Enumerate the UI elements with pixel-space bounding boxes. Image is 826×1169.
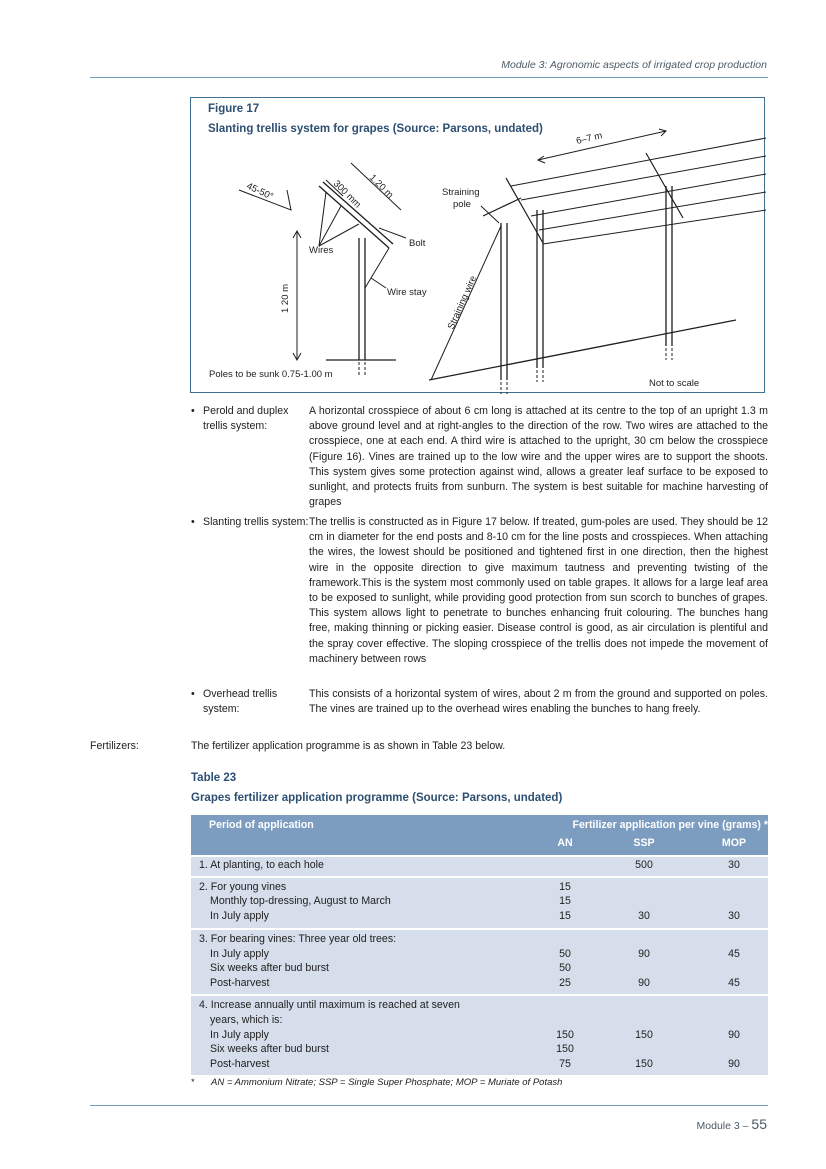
row-label: Post-harvest <box>210 1058 270 1070</box>
cell-mop: 30 <box>728 859 740 871</box>
footnote-mark: * <box>191 1077 195 1088</box>
cell-mop: 90 <box>728 1058 740 1070</box>
cell-an: 15 <box>559 910 571 922</box>
fertilizers-text: The fertilizer application programme is as shown in Table 23 below. <box>191 740 506 752</box>
col-mop: MOP <box>721 837 747 849</box>
table-header <box>191 815 768 855</box>
bullet-text: A horizontal crosspiece of about 6 cm long is attached at its centre to the top of an upright 1.3 m above ground level and at right-angles to the direction of the row. Two wires are attached to the crosspiece, one at each end. A third wire is attached to the upright, 30 cm below the crosspiece (Figure 16). Vines are trained up to the low wire and the upper wires are to support the shoots. This system gives some protection against wind, allows a greater leaf surface to be exposed to sunlight, and protects fruits from sunburn. The system is best suitable for machine harvesting of grapes <box>309 405 768 509</box>
col-an: AN <box>557 837 573 849</box>
row-label: Post-harvest <box>210 977 270 989</box>
col-period: Period of application <box>209 819 314 831</box>
table-section-2 <box>191 878 768 928</box>
page-number: 55 <box>751 1116 767 1132</box>
label-sunk: Poles to be sunk 0.75-1.00 m <box>209 369 333 380</box>
bullet-label: Perold and duplex trellis system: <box>203 405 289 433</box>
label-span: 6–7 m <box>575 130 604 147</box>
running-header: Module 3: Agronomic aspects of irrigated crop production <box>501 59 767 71</box>
figure-title: Slanting trellis system for grapes (Source: Parsons, undated) <box>208 123 543 135</box>
cell-ssp: 90 <box>638 977 650 989</box>
figure-17 <box>190 97 765 393</box>
footer-rule <box>90 1105 768 1106</box>
cell-mop: 90 <box>728 1029 740 1041</box>
label-bolt: Bolt <box>409 238 426 249</box>
row-label: In July apply <box>210 910 269 922</box>
row-label: 4. Increase annually until maximum is reached at seven <box>199 999 460 1011</box>
row-label: Six weeks after bud burst <box>210 962 329 974</box>
label-height: 1 20 m <box>280 283 291 313</box>
row-label: 2. For young vines <box>199 881 287 893</box>
footer-module: Module 3 <box>696 1120 740 1132</box>
cell-ssp: 150 <box>635 1058 653 1070</box>
footnote-text: AN = Ammonium Nitrate; SSP = Single Super Phosphate; MOP = Muriate of Potash <box>211 1077 563 1088</box>
figure-number: Figure 17 <box>208 103 260 115</box>
cell-ssp: 90 <box>638 948 650 960</box>
cell-ssp: 150 <box>635 1029 653 1041</box>
trellis-drawing <box>191 98 766 394</box>
cell-an: 15 <box>559 895 571 907</box>
bullet-label: Slanting trellis system: <box>203 516 309 528</box>
cell-mop: 45 <box>728 948 740 960</box>
cell-an: 150 <box>556 1029 574 1041</box>
fertilizers-label: Fertilizers: <box>90 740 139 752</box>
table-section-1 <box>191 857 768 876</box>
label-straining-wire: Straining wire <box>445 274 480 332</box>
perspective-ground <box>429 320 736 380</box>
row-label: Monthly top-dressing, August to March <box>210 895 391 907</box>
bullet-perold: • Perold and duplex trellis system: A horizontal crosspiece of about 6 cm long is attached at its centre to the top of an upright 1.3 m above ground level and at right-angles to the direction of the row. Two wires are attached to the crosspiece, one at each end. A third wire is attached to the upright, 30 cm below the crosspiece (Figure 16). Vines are trained up to the low wire and the upper wires are to support the shoots. This system gives some protection against wind, allows a greater leaf surface to be exposed to sunlight, and protects fruits from sunburn. The system is best suitable for machine harvesting of grapes <box>191 404 768 512</box>
label-wire-stay: Wire stay <box>387 287 427 298</box>
cell-an: 50 <box>559 962 571 974</box>
row-label: In July apply <box>210 1029 269 1041</box>
table-title: Grapes fertilizer application programme (Source: Parsons, undated) <box>191 792 563 804</box>
col-ssp: SSP <box>633 837 655 849</box>
bullet-label: Overhead trellis system: <box>203 688 278 716</box>
row-label: In July apply <box>210 948 269 960</box>
bullet-overhead: • Overhead trellis system: This consists of a horizontal system of wires, about 2 m from the ground and supported on poles. The vines are trained up to the overhead wires enabling the bunches to hang freely. <box>191 687 768 735</box>
cell-ssp: 500 <box>635 859 653 871</box>
bullet-text: This consists of a horizontal system of wires, about 2 m from the ground and supported on poles. The vines are trained up to the overhead wires enabling the bunches to hang freely. <box>309 688 768 716</box>
label-straining-pole: Straining <box>442 187 480 198</box>
cell-an: 15 <box>559 881 571 893</box>
label-crosspiece: 1.20 m <box>366 172 396 201</box>
cell-an: 50 <box>559 948 571 960</box>
bullet-text: The trellis is constructed as in Figure 17 below. If treated, gum-poles are used. They should be 12 cm in diameter for the end posts and 8-10 cm for the line posts and crosspieces. When attaching the wires, the lowest should be positioned and tightened first in one direction, then the highest wire in the opposite direction to give maximum tautness and preventing twisting of the framework.This is the system most commonly used on table grapes. It allows for a large leaf area to be exposed to sunlight, while providing good protection from sun scorch to bunches of grapes. This system allows light to penetrate to bunches enhancing fruit colouring. The bunches hang free, making thinning or picking easier. Disease control is good, as air circulation is plentiful and the spray cover effective. The sloping crosspiece of the trellis does not impede the movement of machinery between rows <box>309 516 768 665</box>
row-label: years, which is: <box>210 1014 283 1026</box>
cell-an: 150 <box>556 1043 574 1055</box>
bullet-slanting: • Slanting trellis system: The trellis is constructed as in Figure 17 below. If treated, gum-poles are used. They should be 12 cm in diameter for the end posts and 8-10 cm for the line posts and crosspieces. When attaching the wires, the lowest should be positioned and tightened first in one direction, then the highest wire in the opposite direction to give maximum tautness and preventing twisting of the framework.This is the system most commonly used on table grapes. It allows for a large leaf area to be exposed to sunlight, while providing good protection from sun scorch to bunches of grapes. This system allows light to penetrate to bunches enhancing fruit colouring. The bunches hang free, making thinning or picking easier. Disease control is good, as air circulation is plentiful and the spray cover effective. The sloping crosspiece of the trellis does not impede the movement of machinery between rows <box>191 515 768 683</box>
col-group: Fertilizer application per vine (grams) * <box>572 819 768 831</box>
header-rule <box>90 77 768 78</box>
cell-an: 75 <box>559 1058 571 1070</box>
table-section-4 <box>191 996 768 1075</box>
cell-an: 25 <box>559 977 571 989</box>
table-section-3 <box>191 930 768 994</box>
table-number: Table 23 <box>191 772 237 784</box>
cell-mop: 30 <box>728 910 740 922</box>
label-scale: Not to scale <box>649 378 700 389</box>
row-label: 1. At planting, to each hole <box>199 859 324 871</box>
row-label: Six weeks after bud burst <box>210 1043 329 1055</box>
label-straining-pole-2: pole <box>453 199 471 210</box>
row-label: 3. For bearing vines: Three year old trees: <box>199 933 397 945</box>
label-spacing: 300 mm <box>330 178 363 211</box>
cell-ssp: 30 <box>638 910 650 922</box>
cell-mop: 45 <box>728 977 740 989</box>
page-footer <box>697 1116 767 1132</box>
footer-dash: – <box>742 1120 749 1132</box>
label-angle: 45-50° <box>244 180 275 203</box>
label-wires: Wires <box>309 245 334 256</box>
